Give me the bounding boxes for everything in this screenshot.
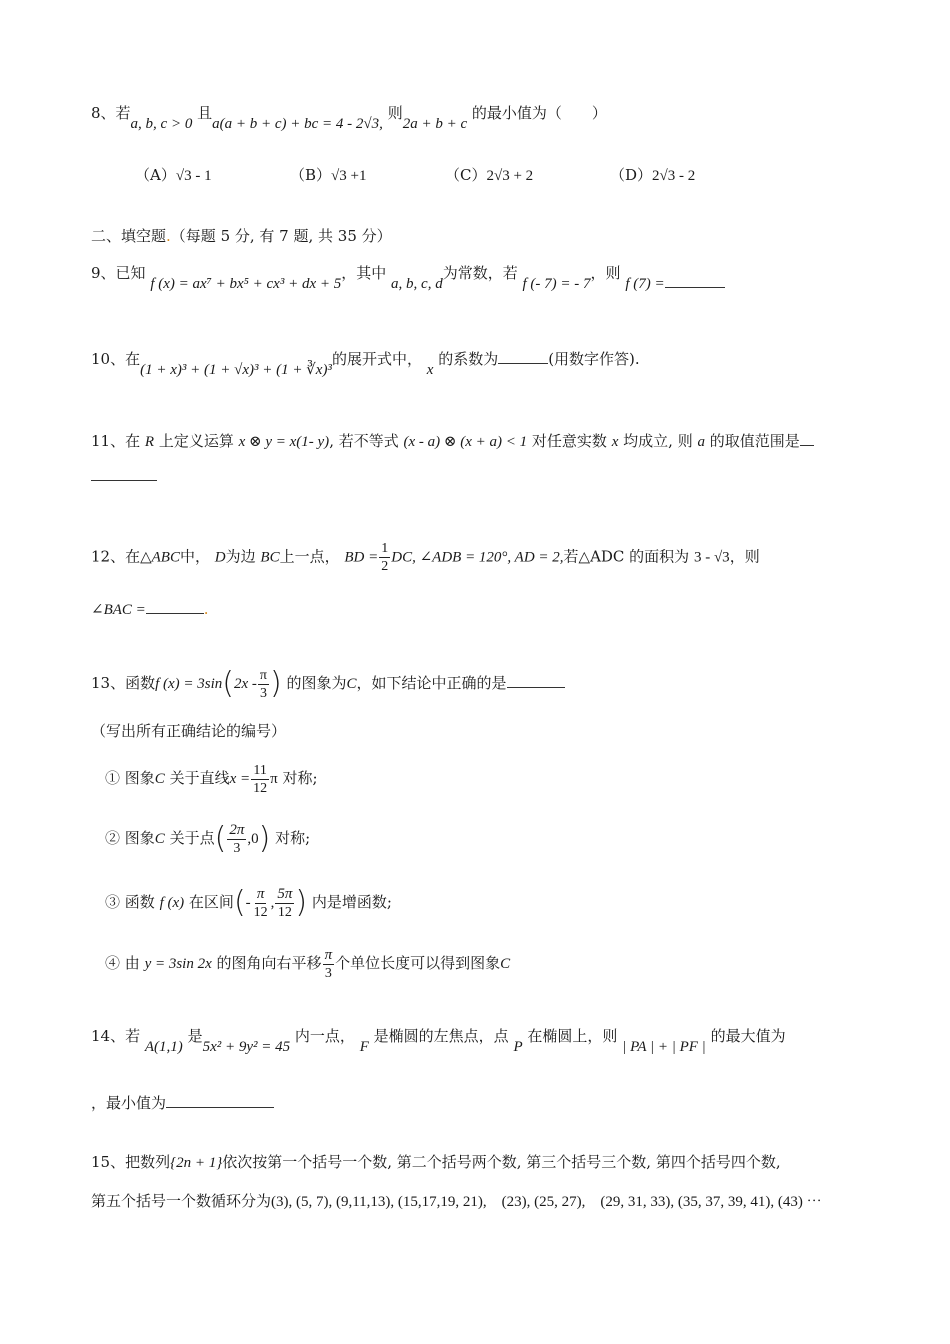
q10-answer-blank[interactable] [498,349,548,364]
item-fraction [252,886,270,921]
fraction-numerator: π [259,667,267,683]
item-fraction [251,762,269,797]
item-pi: π [270,771,278,787]
question-13 [91,666,862,702]
marker-dot: . [166,227,171,245]
q9-abcd: a, b, c, d [391,276,443,292]
q12-answer-blank[interactable] [146,599,204,614]
q12-fraction [379,540,390,575]
q8-option-c[interactable] [445,164,533,187]
q8-condition: a, b, c > 0 [130,116,193,132]
item-y: y = 3sin 2x [144,956,212,972]
q12-bd: BD = [344,549,379,566]
fraction-numerator: 1 [381,541,389,556]
q14-text: ，最小值为 [91,1094,167,1112]
q13-item-4 [105,945,862,982]
item-text: 的图角向右平移 [216,954,322,972]
fraction-denominator: 12 [277,904,292,920]
q8-equation: a(a + b + c) + bc = 4 - 2√3, [212,116,383,132]
q13-C: C [346,676,357,692]
q13-answer-blank[interactable] [507,673,565,688]
item-x: x = [229,771,251,787]
q8-option-a[interactable] [135,164,212,187]
q15-second-line [91,1190,862,1213]
item-fraction [323,947,335,982]
q14-text: 是椭圆的左焦点，点 [373,1027,509,1045]
q11-text: 对任意实数 [531,432,607,450]
q12-text: 上一点， [279,547,340,566]
item-C: C [500,956,511,972]
q12-answer-line [91,598,862,621]
item-text: 个单位长度可以得到图象 [335,954,501,972]
q14-point-A: A(1,1) [144,1039,183,1055]
q12-conditions: DC, ∠ADB = 120°, AD = 2, [391,549,564,566]
q13-number: 13、函数 [91,674,156,692]
q11-operation: x ⊗ y = x(1- y) [238,434,330,450]
q13-pi-fraction [258,667,269,702]
item-text: 内是增函数; [311,893,392,911]
q10-tail: 的系数为 [438,350,499,368]
q12-area: 3 - √3 [693,549,730,566]
option-label: （B） [290,166,332,184]
q14-expression: | PA | + | PF | [622,1039,706,1055]
q13-text: 的图象为 [286,674,347,692]
q11-R: R [144,434,155,450]
q10-number: 10、在 [91,350,141,368]
item-text: ④ 由 [105,954,140,972]
question-10 [91,348,862,378]
fraction-denominator: 12 [253,780,268,796]
q13-text: ，如下结论中正确的是 [356,674,507,692]
comma: , [270,895,275,911]
q15-text: 依次按第一个括号一个数, 第二个括号两个数, 第三个括号三个数, 第四个括号四个数, [222,1153,781,1171]
q9-const: 为常数，若 [442,264,518,282]
q12-text: 中， [179,547,210,566]
question-14 [91,1025,862,1055]
q15-text: 第五个括号一个数循环分为 [91,1192,272,1210]
option-value: 2√3 + 2 [486,168,534,184]
item-text: 对称; [275,829,311,847]
q12-text: 若△ADC 的面积为 [563,547,690,566]
q11-x: x [611,434,619,450]
q8-expression: 2a + b + c [402,116,468,132]
q12-text: 为边 [225,547,256,566]
section-title: 二、填空题 [91,227,167,245]
item-text: ③ 函数 [105,893,155,911]
question-11 [91,430,862,453]
question-8 [91,102,862,132]
q9-function: f (x) = ax⁷ + bx⁵ + cx³ + dx + 5 [150,276,342,292]
q13-item-3 [105,884,862,921]
q13-inner: 2x - [234,676,257,692]
q11-text: 均成立, 则 [623,432,693,450]
item-zero: ,0 [247,831,259,847]
q10-hint: (用数字作答). [548,350,640,368]
q11-answer-blank-start[interactable] [800,431,814,446]
item-text: ① 图象 [105,769,155,787]
q11-text: , 若不等式 [329,432,399,450]
q9-number: 9、已知 [91,264,146,282]
fraction-denominator: 12 [253,904,268,920]
right-paren: ) [270,666,282,701]
q14-text: 是 [187,1027,203,1045]
item-text: 在区间 [188,893,234,911]
marker-dot: . [203,600,209,618]
q14-ellipse: 5x² + 9y² = 45 [202,1039,291,1055]
q8-number: 8、若 [91,104,131,122]
question-15 [91,1151,862,1174]
left-paren: ( [214,821,227,856]
option-label: （D） [610,166,653,184]
q8-tail: 的最小值为（ ） [471,104,607,122]
item-C: C [154,771,165,787]
q12-text: ，则 [729,547,760,566]
q8-option-b[interactable] [290,164,366,187]
q15-groups: (3), (5, 7), (9,11,13), (15,17,19, 21), (23), (25, 27), (29, 31, 33), (35, 37, 39, 41), (43) ⋯ [271,1194,822,1210]
q14-text: 内一点， [294,1027,355,1045]
question-12 [91,540,862,575]
item-neg: - [245,895,251,911]
q15-number: 15、把数列 [91,1153,171,1171]
fraction-numerator: 5π [277,885,293,902]
q8-ze: 则 [387,104,403,122]
q11-a: a [697,434,705,450]
q12-D: D [214,549,226,566]
q12-BC: BC [260,549,280,566]
item-fraction [227,822,246,857]
fraction-numerator: 2π [229,821,245,838]
q10-mid: 的展开式中， [331,350,422,368]
q14-second-line [91,1092,862,1114]
item-text: 关于点 [169,829,215,847]
option-value: √3 +1 [331,168,367,184]
fraction-numerator: π [324,946,333,963]
q8-option-d[interactable] [610,164,695,187]
q9-ze: ，则 [590,264,621,282]
q9-condition: f (- 7) = - 7 [522,276,591,292]
q9-mid: ，其中 [341,264,387,282]
item-f: f (x) [159,895,185,911]
q14-answer-blank[interactable] [166,1093,274,1108]
section-2-heading [91,225,862,247]
q15-sequence: {2n + 1} [170,1155,223,1171]
q10-x: x [426,362,434,378]
item-text: 关于直线 [169,769,230,787]
fraction-numerator: 11 [253,762,267,778]
q11-text: 上定义运算 [158,432,234,450]
item-text: 对称; [282,769,318,787]
fraction-denominator: 3 [259,685,267,701]
q13-item-2 [105,820,862,857]
q9-answer-blank[interactable] [665,273,725,288]
q9-ask: f (7) = [625,276,665,292]
q12-number: 12、在△ [91,547,152,566]
q14-P: P [513,1039,523,1055]
fraction-denominator: 3 [233,840,241,856]
section-note: （每题 5 分, 有 7 题, 共 35 分） [170,227,392,245]
item-fraction [275,886,294,921]
item-C: C [154,831,165,847]
right-paren: ) [295,885,308,920]
q10-expression: (1 + x)³ + (1 + √x)³ + (1 + ∛x)³ [140,362,332,378]
q12-ask: ∠BAC = [91,602,146,618]
q11-answer-blank-cont[interactable] [91,480,157,481]
q14-number: 14、若 [91,1027,141,1045]
q14-text: 的最大值为 [710,1027,786,1045]
fraction-denominator: 2 [381,559,389,574]
option-value: 2√3 - 2 [652,168,696,184]
q14-text: 在椭圆上，则 [527,1027,618,1045]
fraction-numerator: π [256,885,265,902]
q13-note [91,720,862,742]
q13-note-text: （写出所有正确结论的编号） [91,722,287,740]
item-text: ② 图象 [105,829,155,847]
q11-number: 11、在 [91,432,141,450]
q11-text: 的取值范围是 [709,432,800,450]
q8-qie: 且 [197,104,213,122]
left-paren: ( [222,666,235,701]
option-value: √3 - 1 [175,168,212,184]
q13-item-1 [105,760,862,797]
option-label: （A） [135,166,176,184]
question-9 [91,262,862,292]
option-label: （C） [445,166,487,184]
fraction-denominator: 3 [324,965,332,981]
q14-F: F [359,1039,369,1055]
q11-inequality: (x - a) ⊗ (x + a) < 1 [403,434,528,450]
q12-triangle: ABC [151,549,180,566]
right-paren: ) [258,821,271,856]
left-paren: ( [233,885,246,920]
q13-function: f (x) = 3sin [155,676,223,692]
